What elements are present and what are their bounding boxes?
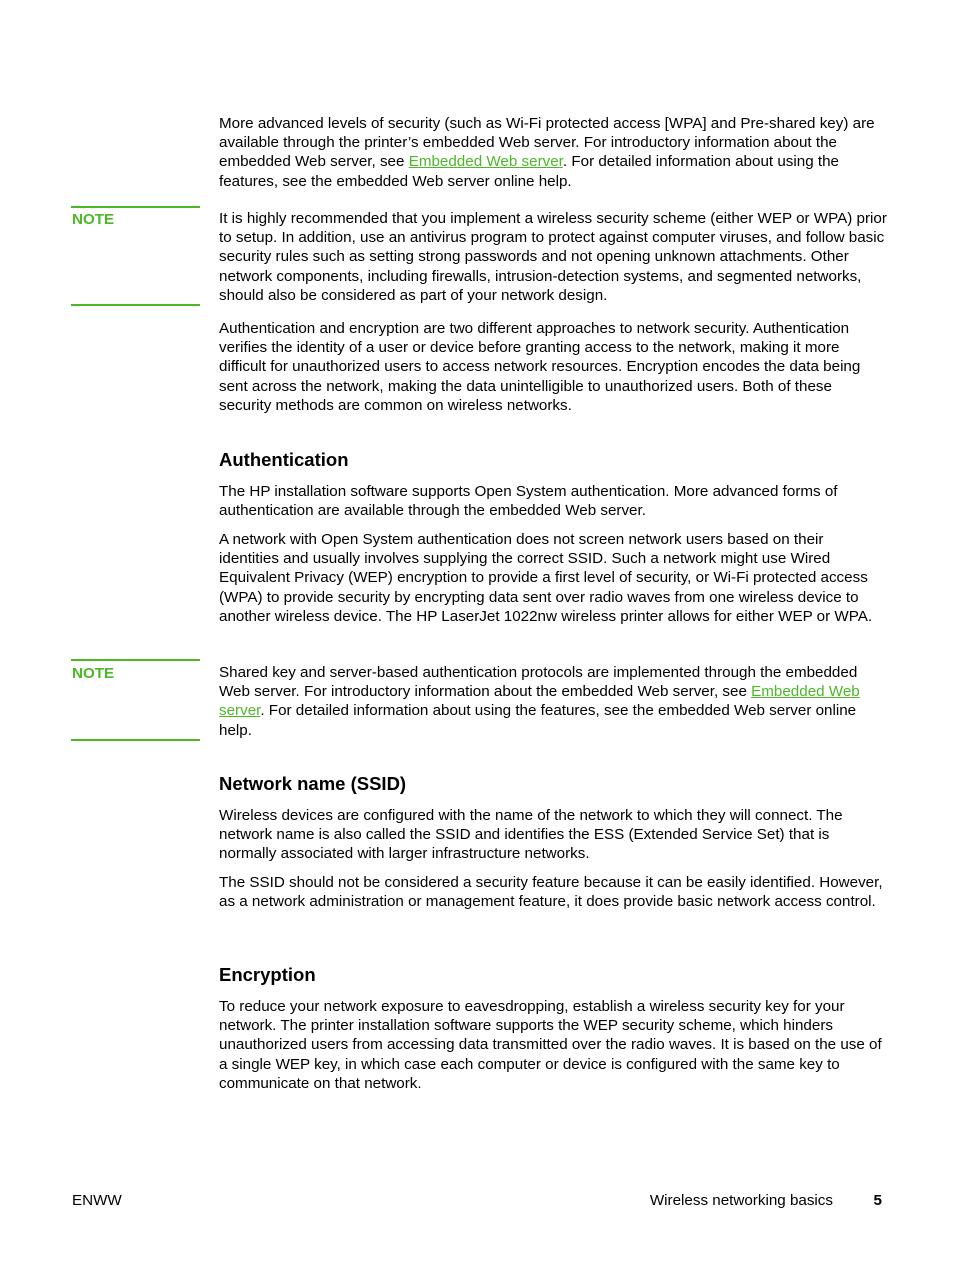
note-label: NOTE (72, 211, 115, 228)
note-text: Shared key and server-based authentication protocols are implemented through the embedded Web server. For introductory information about the embedded Web server, see Embedded Web server. For detailed information about using the features, see the embedded Web server online help. (219, 664, 860, 739)
ssid-paragraph-2: The SSID should not be considered a security feature because it can be easily identified. However, as a network administration or management feature, it does provide basic network access control. (219, 874, 883, 911)
footer-title: Wireless networking basics (649, 1192, 833, 1209)
security-overview-paragraph: Authentication and encryption are two different approaches to network security. Authentication verifies the identity of a user or device before granting access to the network, making it more difficult for unauthorized users to access network resources. Encryption encodes the data being sent across the network, making the data unintelligible to unauthorized users. Both of these security methods are common on wireless networks. (219, 320, 861, 414)
note-text: It is highly recommended that you implement a wireless security scheme (either WEP or WPA) prior to setup. In addition, use an antivirus program to protect against computer viruses, and follow basic security rules such as setting strong passwords and not opening unknown attachments. Other network components, including firewalls, intrusion-detection systems, and segmented networks, should also be considered as part of your network design. (219, 210, 887, 304)
note-top-rule (71, 206, 200, 208)
authentication-paragraph-2: A network with Open System authentication does not screen network users based on their identities and usually involves supplying the correct SSID. Such a network might use Wired Equivalent Privacy (WEP) encryption to provide a first level of security, or Wi-Fi protected access (WPA) to provide security by encrypting data sent over radio waves from one wireless device to another wireless device. The HP LaserJet 1022nw wireless printer allows for either WEP or WPA. (219, 531, 873, 625)
ssid-paragraph-1: Wireless devices are configured with the name of the network to which they will connect. The network name is also called the SSID and identifies the ESS (Extended Service Set) that is normally associated with larger infrastructure networks. (219, 807, 843, 863)
note-label: NOTE (72, 665, 115, 682)
page-number: 5 (873, 1192, 882, 1209)
intro-paragraph: More advanced levels of security (such as Wi-Fi protected access [WPA] and Pre-shared key) are available through the printer’s embedded Web server. For introductory information about the embedded Web server, see Embedded Web server. For detailed information about using the features, see the embedded Web server online help. (219, 115, 875, 190)
note-top-rule (71, 659, 200, 661)
section-heading-encryption: Encryption (219, 964, 316, 985)
authentication-paragraph-1: The HP installation software supports Open System authentication. More advanced forms of authentication are available through the embedded Web server. (219, 483, 838, 520)
note-bottom-rule (71, 304, 200, 306)
section-heading-authentication: Authentication (219, 449, 349, 470)
embedded-web-server-link[interactable]: Embedded Web server (219, 683, 860, 720)
section-heading-ssid: Network name (SSID) (219, 773, 407, 794)
embedded-web-server-link[interactable]: Embedded Web server (408, 153, 563, 171)
note-bottom-rule (71, 739, 200, 741)
encryption-paragraph: To reduce your network exposure to eavesdropping, establish a wireless security key for your network. The printer installation software supports the WEP security scheme, which hinders unauthorized users from accessing data transmitted over the radio waves. It is based on the use of a single WEP key, in which case each computer or device is configured with the same key to communicate on that network. (219, 998, 882, 1092)
footer-left: ENWW (72, 1192, 122, 1209)
